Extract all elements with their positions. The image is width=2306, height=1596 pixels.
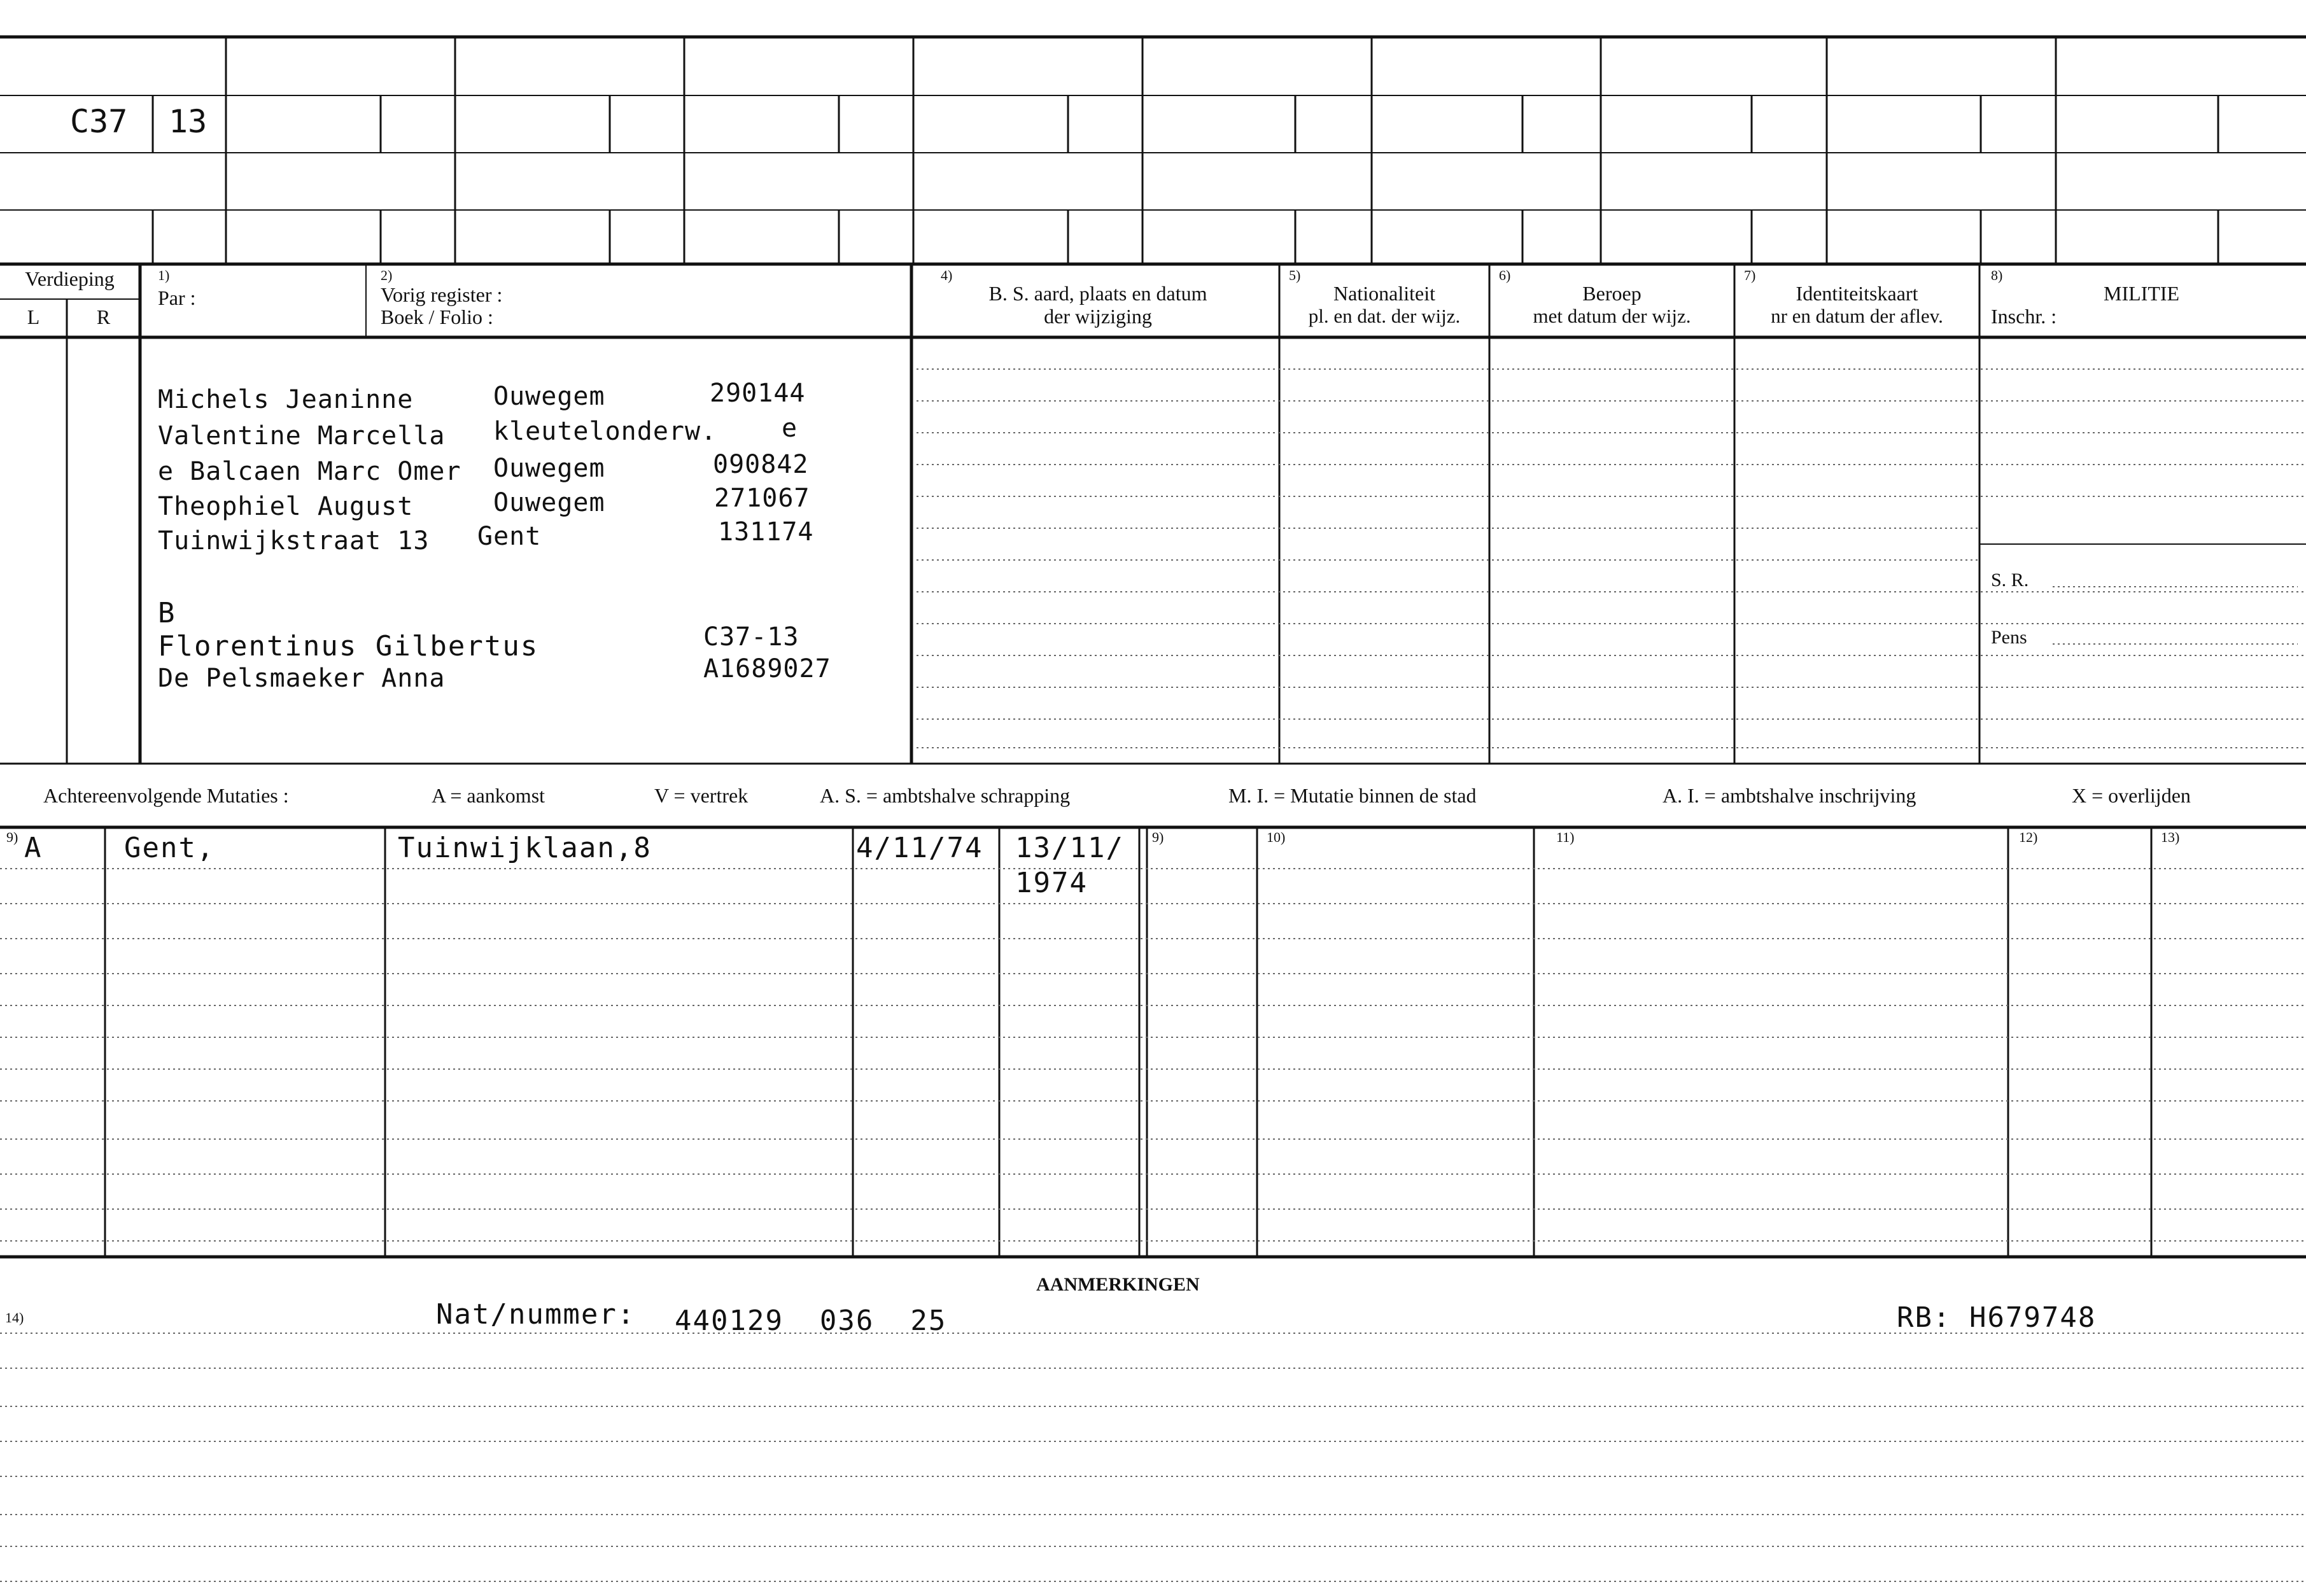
mutatie-entry-city: Gent, <box>124 832 215 864</box>
person-b-mark: B <box>158 597 176 629</box>
der-wijziging-label: der wijziging <box>1044 305 1152 328</box>
sr-label: S. R. <box>1991 570 2029 591</box>
militie-label: MILITIE <box>2104 282 2180 305</box>
person-row-1-date: 290144 <box>710 379 806 408</box>
nat-nummer-value: 440129 036 25 <box>675 1305 947 1337</box>
legend-vertrek: V = vertrek <box>654 784 749 807</box>
mutaties-col11-number: 11) <box>1556 829 1575 845</box>
boek-folio-label: Boek / Folio : <box>381 305 493 328</box>
beroep-sub-label: met datum der wijz. <box>1533 305 1691 327</box>
person-row-3-date: 090842 <box>713 450 809 479</box>
col6-number: 6) <box>1499 267 1511 283</box>
person-row-4-date: 271067 <box>714 484 810 513</box>
vorig-register-label: Vorig register : <box>381 283 503 306</box>
person-row-4-place: Ouwegem <box>493 488 605 517</box>
person-row-2-name: Valentine Marcella <box>158 421 446 451</box>
identiteitskaart-sub-label: nr en datum der aflev. <box>1771 305 1943 327</box>
mutaties-col9-number: 9) <box>6 829 18 845</box>
legend-ambtshalve-inschrijving: A. I. = ambtshalve inschrijving <box>1663 784 1916 807</box>
aanmerkingen-title: AANMERKINGEN <box>1036 1274 1200 1295</box>
person-row-3-place: Ouwegem <box>493 454 605 483</box>
person-row-2-extra: e <box>782 414 798 443</box>
person-row-1-place: Ouwegem <box>493 382 605 411</box>
mutaties-col13-number: 13) <box>2161 829 2180 845</box>
nationaliteit-sub-label: pl. en dat. der wijz. <box>1308 305 1461 327</box>
r-label: R <box>96 305 111 328</box>
person-row-5-date: 131174 <box>718 517 814 547</box>
person-row-4-name: Theophiel August <box>158 492 414 521</box>
verdieping-label: Verdieping <box>25 267 115 290</box>
col8-number: 8) <box>1991 267 2003 283</box>
legend-aankomst: A = aankomst <box>432 784 545 807</box>
top-grid-cell-13: 13 <box>169 103 207 140</box>
bs-aard-label: B. S. aard, plaats en datum <box>988 282 1207 305</box>
legend-ambtshalve-schrapping: A. S. = ambtshalve schrapping <box>820 784 1071 807</box>
col5-number: 5) <box>1289 267 1301 283</box>
col7-number: 7) <box>1744 267 1756 283</box>
aanmerkingen-number: 14) <box>5 1310 24 1326</box>
person-extra-name-1: Florentinus Gilbertus <box>158 630 539 662</box>
person-row-1-name: Michels Jeaninne <box>158 385 414 414</box>
mutaties-col12-number: 12) <box>2019 829 2038 845</box>
legend-mutatie-binnen-stad: M. I. = Mutatie binnen de stad <box>1228 784 1477 807</box>
person-extra-code-1: C37-13 <box>703 622 799 652</box>
mutatie-entry-street: Tuinwijklaan,8 <box>398 832 652 864</box>
person-row-5-street: Tuinwijkstraat 13 <box>158 526 430 556</box>
top-grid-cell-c37: C37 <box>70 103 128 140</box>
rb-number: RB: H679748 <box>1897 1301 2097 1334</box>
mutatie-entry-date-2-line-2: 1974 <box>1015 867 1088 899</box>
mutatie-entry-type: A <box>24 832 43 864</box>
l-label: L <box>27 305 40 328</box>
mutatie-entry-date-2-line-1: 13/11/ <box>1015 832 1124 864</box>
nat-nummer-label: Nat/nummer: <box>436 1298 636 1331</box>
person-row-3-name: e Balcaen Marc Omer <box>158 457 461 486</box>
pens-label: Pens <box>1991 627 2027 648</box>
col1-number: 1) <box>158 267 170 283</box>
col4-number: 4) <box>941 267 953 283</box>
person-extra-code-2: A1689027 <box>703 654 831 683</box>
mutaties-col9b-number: 9) <box>1152 829 1164 845</box>
legend-overlijden: X = overlijden <box>2072 784 2191 807</box>
nationaliteit-label: Nationaliteit <box>1333 282 1435 305</box>
person-row-5-city: Gent <box>477 522 542 551</box>
mutatie-entry-date-1: 4/11/74 <box>856 832 983 864</box>
person-extra-name-2: De Pelsmaeker Anna <box>158 664 446 693</box>
inschr-label: Inschr. : <box>1991 305 2057 328</box>
col2-number: 2) <box>381 267 393 283</box>
beroep-label: Beroep <box>1582 282 1642 305</box>
par-label: Par : <box>158 286 196 309</box>
mutaties-col10-number: 10) <box>1267 829 1286 845</box>
mutaties-title: Achtereenvolgende Mutaties : <box>43 784 289 807</box>
identiteitskaart-label: Identiteitskaart <box>1796 282 1918 305</box>
person-row-2-profession: kleutelonderw. <box>493 417 717 446</box>
